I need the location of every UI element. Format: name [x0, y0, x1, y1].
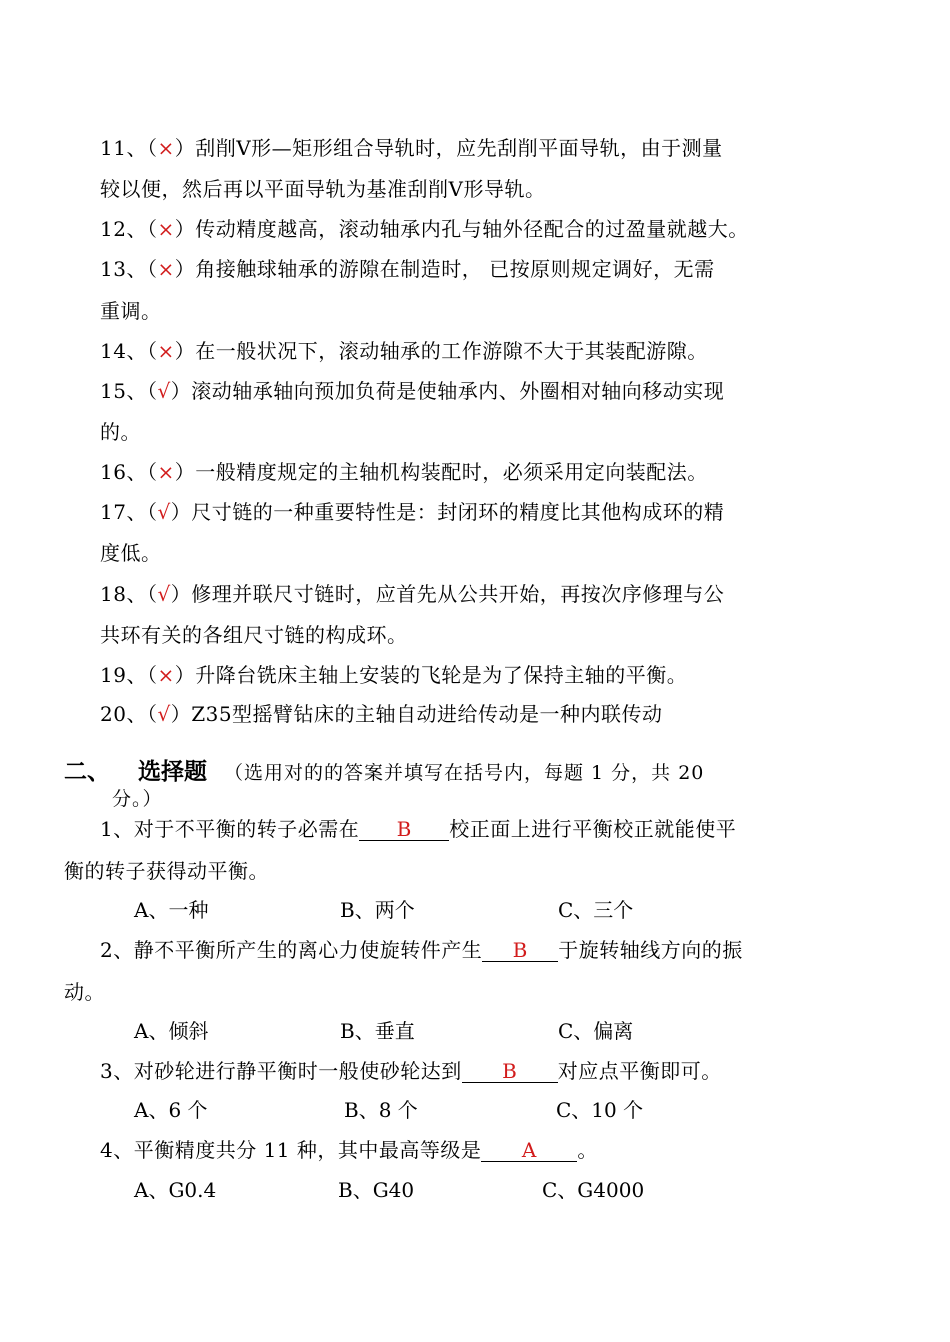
- option-a: A、一种: [134, 898, 209, 922]
- option-b: B、G40: [338, 1178, 415, 1202]
- cross-mark: ×: [157, 136, 175, 160]
- choice-question-1-cont: 衡的转子获得动平衡。: [64, 859, 269, 883]
- option-b: B、8 个: [344, 1098, 418, 1122]
- cross-mark: ×: [157, 257, 175, 281]
- option-b: B、垂直: [340, 1019, 415, 1043]
- cross-mark: ×: [157, 663, 175, 687]
- question-text-after: 校正面上进行平衡校正就能使平: [449, 817, 737, 841]
- section-note: （选用对的的答案并填写在括号内，每题 1 分，共 20: [224, 762, 705, 784]
- section-title: 选择题: [138, 758, 207, 785]
- section-note-cont: 分。）: [112, 788, 163, 810]
- question-text: 4、平衡精度共分 11 种，其中最高等级是: [100, 1138, 482, 1162]
- item-text: 传动精度越高，滚动轴承内孔与轴外径配合的过盈量就越大。: [195, 217, 749, 241]
- choice-question-3: [100, 1057, 722, 1085]
- answer-blank: B: [359, 818, 449, 841]
- judge-item-18-cont: 共环有关的各组尺寸链的构成环。: [100, 623, 408, 647]
- judge-item-17-cont: 度低。: [100, 541, 162, 565]
- item-text: Z35型摇臂钻床的主轴自动进给传动是一种内联传动: [191, 702, 663, 726]
- question-text-after: 对应点平衡即可。: [557, 1059, 722, 1083]
- judge-item-14: 14、（×）在一般状况下，滚动轴承的工作游隙不大于其装配游隙。: [100, 339, 708, 363]
- item-number: 13、: [100, 257, 147, 281]
- question-text: 1、对于不平衡的转子必需在: [100, 817, 360, 841]
- item-text: 滚动轴承轴向预加负荷是使轴承内、外圈相对轴向移动实现: [191, 379, 725, 403]
- cross-mark: ×: [157, 460, 175, 484]
- item-text: 一般精度规定的主轴机构装配时，必须采用定向装配法。: [195, 460, 708, 484]
- option-c: C、三个: [558, 898, 634, 922]
- choice-question-2: [100, 936, 743, 964]
- item-number: 17、: [100, 500, 147, 524]
- item-number: 20、: [100, 702, 147, 726]
- item-text: 尺寸链的一种重要特性是：封闭环的精度比其他构成环的精: [191, 500, 725, 524]
- cross-mark: ×: [157, 339, 175, 363]
- item-text: 刮削V形—矩形组合导轨时，应先刮削平面导轨，由于测量: [195, 136, 723, 160]
- check-mark: √: [157, 500, 171, 524]
- option-c: C、G4000: [542, 1178, 645, 1202]
- choice-question-4: [100, 1136, 598, 1164]
- judge-item-20: 20、（√）Z35型摇臂钻床的主轴自动进给传动是一种内联传动: [100, 702, 663, 726]
- item-text: 升降台铣床主轴上安装的飞轮是为了保持主轴的平衡。: [195, 663, 688, 687]
- item-text: 修理并联尺寸链时，应首先从公共开始，再按次序修理与公: [191, 582, 725, 606]
- answer-blank: A: [481, 1139, 577, 1162]
- item-number: 14、: [100, 339, 147, 363]
- item-text: 角接触球轴承的游隙在制造时， 已按原则规定调好，无需: [195, 257, 715, 281]
- question-text-after: 。: [577, 1138, 598, 1162]
- judge-item-17: 17、（√）尺寸链的一种重要特性是：封闭环的精度比其他构成环的精: [100, 500, 725, 524]
- judge-item-18: 18、（√）修理并联尺寸链时，应首先从公共开始，再按次序修理与公: [100, 582, 725, 606]
- judge-item-12: 12、（×）传动精度越高，滚动轴承内孔与轴外径配合的过盈量就越大。: [100, 217, 749, 241]
- question-text: 3、对砂轮进行静平衡时一般使砂轮达到: [100, 1059, 462, 1083]
- judge-item-19: 19、（×）升降台铣床主轴上安装的飞轮是为了保持主轴的平衡。: [100, 663, 688, 687]
- check-mark: √: [157, 582, 171, 606]
- judge-item-11-cont: 较以便，然后再以平面导轨为基准刮削V形导轨。: [100, 177, 546, 201]
- item-number: 16、: [100, 460, 147, 484]
- judge-item-15-cont: 的。: [100, 420, 141, 444]
- option-c: C、10 个: [556, 1098, 644, 1122]
- answer-blank: B: [462, 1060, 558, 1083]
- item-text: 在一般状况下，滚动轴承的工作游隙不大于其装配游隙。: [195, 339, 708, 363]
- item-number: 11、: [100, 136, 147, 160]
- question-text-after: 于旋转轴线方向的振: [558, 938, 743, 962]
- question-text: 2、静不平衡所产生的离心力使旋转件产生: [100, 938, 483, 962]
- judge-item-13: 13、（×）角接触球轴承的游隙在制造时， 已按原则规定调好，无需: [100, 257, 715, 281]
- section-number: 二、: [64, 758, 110, 785]
- option-a: A、倾斜: [134, 1019, 209, 1043]
- choice-question-1: [100, 815, 736, 843]
- judge-item-15: 15、（√）滚动轴承轴向预加负荷是使轴承内、外圈相对轴向移动实现: [100, 379, 725, 403]
- choice-question-2-cont: 动。: [64, 980, 105, 1004]
- judge-item-11: 11、（×）刮削V形—矩形组合导轨时，应先刮削平面导轨，由于测量: [100, 136, 723, 160]
- check-mark: √: [157, 379, 171, 403]
- option-a: A、6 个: [134, 1098, 208, 1122]
- judge-item-16: 16、（×）一般精度规定的主轴机构装配时，必须采用定向装配法。: [100, 460, 708, 484]
- option-b: B、两个: [340, 898, 415, 922]
- option-c: C、偏离: [558, 1019, 634, 1043]
- cross-mark: ×: [157, 217, 175, 241]
- check-mark: √: [157, 702, 171, 726]
- judge-item-13-cont: 重调。: [100, 299, 162, 323]
- item-number: 15、: [100, 379, 147, 403]
- item-number: 18、: [100, 582, 147, 606]
- item-number: 19、: [100, 663, 147, 687]
- answer-blank: B: [482, 939, 558, 962]
- item-number: 12、: [100, 217, 147, 241]
- option-a: A、G0.4: [134, 1178, 217, 1202]
